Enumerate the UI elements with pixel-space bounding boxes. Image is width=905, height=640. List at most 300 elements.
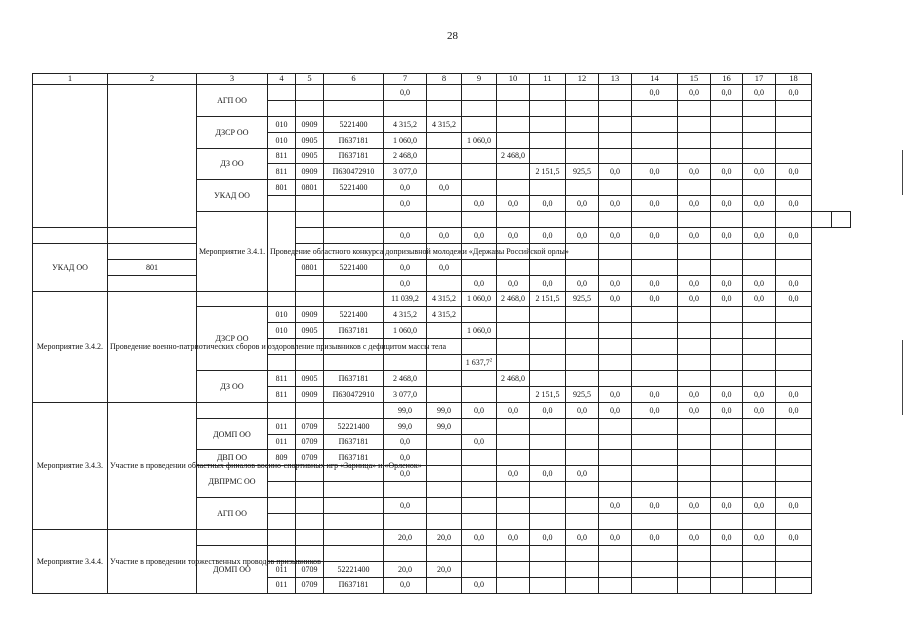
table-cell: [530, 498, 566, 514]
column-header: 6: [324, 74, 384, 85]
table-cell: [462, 85, 497, 101]
table-cell: [743, 243, 776, 259]
table-cell: 801: [268, 180, 296, 196]
table-cell: [711, 514, 743, 530]
table-cell: [530, 180, 566, 196]
table-cell: 0,0: [678, 164, 711, 180]
table-cell: [566, 85, 599, 101]
table-cell: 0,0: [530, 529, 566, 545]
table-cell: 2 151,5: [530, 291, 566, 307]
table-cell: [296, 355, 324, 371]
table-cell: 0801: [296, 180, 324, 196]
budget-table: [32, 73, 851, 594]
table-cell: [566, 561, 599, 577]
table-cell: [324, 482, 384, 498]
table-row: [33, 228, 851, 244]
table-cell: [678, 434, 711, 450]
table-cell: [599, 259, 632, 275]
table-cell: 0,0: [497, 402, 530, 418]
table-cell: 0,0: [497, 529, 530, 545]
table-cell: 0709: [296, 418, 324, 434]
table-cell: [497, 577, 530, 593]
table-cell: 0,0: [462, 196, 497, 212]
table-cell: [743, 482, 776, 498]
table-cell: [743, 307, 776, 323]
table-cell: 0,0: [743, 228, 776, 244]
table-cell: АГП ОО: [197, 498, 268, 530]
table-cell: Мероприятие 3.4.3.: [33, 402, 108, 529]
table-cell: [427, 275, 462, 291]
table-cell: [296, 514, 324, 530]
table-cell: 1 060,0: [462, 291, 497, 307]
table-cell: [776, 545, 812, 561]
table-cell: [776, 434, 812, 450]
table-cell: [324, 545, 384, 561]
table-cell: [530, 148, 566, 164]
header-row: [33, 74, 851, 85]
table-cell: [711, 545, 743, 561]
table-cell: [743, 514, 776, 530]
table-cell: 0,0: [497, 196, 530, 212]
table-cell: [678, 466, 711, 482]
table-cell: 0909: [296, 164, 324, 180]
table-cell: [632, 434, 678, 450]
table-cell: [776, 323, 812, 339]
table-cell: 0,0: [566, 196, 599, 212]
table-cell: 811: [268, 386, 296, 402]
table-cell: 0709: [296, 577, 324, 593]
table-cell: 0,0: [743, 85, 776, 101]
table-cell: 0,0: [678, 386, 711, 402]
table-cell: [743, 545, 776, 561]
table-cell: [776, 339, 812, 355]
table-cell: [678, 259, 711, 275]
column-header: 4: [268, 74, 296, 85]
table-cell: [776, 243, 812, 259]
table-cell: 0,0: [776, 291, 812, 307]
table-cell: 0801: [296, 259, 324, 275]
table-cell: 0909: [296, 386, 324, 402]
table-cell: Мероприятие 3.4.4.: [33, 529, 108, 593]
table-cell: [566, 100, 599, 116]
table-cell: 811: [268, 164, 296, 180]
table-cell: [711, 132, 743, 148]
table-cell: [462, 482, 497, 498]
table-cell: [296, 402, 324, 418]
table-cell: [530, 450, 566, 466]
table-cell: УКАД ОО: [33, 243, 108, 291]
table-cell: [324, 100, 384, 116]
table-cell: [384, 212, 427, 228]
table-cell: [324, 212, 384, 228]
table-cell: [678, 482, 711, 498]
table-cell: [427, 466, 462, 482]
table-cell: [530, 434, 566, 450]
table-cell: [33, 228, 108, 244]
table-cell: УКАД ОО: [197, 180, 268, 212]
table-cell: 0,0: [599, 498, 632, 514]
table-cell: [324, 498, 384, 514]
table-cell: [497, 100, 530, 116]
table-cell: [678, 116, 711, 132]
table-cell: [566, 545, 599, 561]
column-header: 3: [197, 74, 268, 85]
table-cell: [776, 371, 812, 387]
table-cell: [497, 180, 530, 196]
table-cell: 0,0: [711, 402, 743, 418]
table-cell: [566, 339, 599, 355]
table-cell: [427, 371, 462, 387]
table-cell: 0,0: [711, 85, 743, 101]
table-cell: [599, 180, 632, 196]
table-cell: [497, 355, 530, 371]
table-cell: [678, 180, 711, 196]
table-cell: [743, 148, 776, 164]
table-cell: ДВПРМС ОО: [197, 466, 268, 498]
table-cell: 0,0: [530, 466, 566, 482]
table-cell: [530, 339, 566, 355]
table-cell: [324, 514, 384, 530]
table-cell: [296, 275, 324, 291]
table-cell: 0,0: [384, 228, 427, 244]
table-cell: [776, 466, 812, 482]
table-cell: [497, 498, 530, 514]
table-cell: [678, 514, 711, 530]
table-cell: [497, 418, 530, 434]
table-cell: 0,0: [462, 402, 497, 418]
table-cell: 010: [268, 307, 296, 323]
column-header: 10: [497, 74, 530, 85]
table-cell: [599, 371, 632, 387]
table-cell: [530, 100, 566, 116]
table-cell: [566, 498, 599, 514]
table-cell: 0,0: [599, 228, 632, 244]
table-cell: 801: [108, 259, 197, 275]
table-cell: [33, 85, 108, 228]
table-cell: [296, 100, 324, 116]
table-cell: 0,0: [599, 275, 632, 291]
table-cell: 0,0: [384, 85, 427, 101]
table-cell: [462, 545, 497, 561]
table-cell: [530, 323, 566, 339]
table-cell: 0,0: [776, 275, 812, 291]
table-cell: 010: [268, 323, 296, 339]
table-cell: [497, 545, 530, 561]
table-cell: [632, 180, 678, 196]
table-cell: [384, 100, 427, 116]
table-cell: 0,0: [743, 498, 776, 514]
table-cell: 0,0: [776, 529, 812, 545]
table-cell: 0,0: [678, 529, 711, 545]
table-cell: [776, 116, 812, 132]
table-cell: [711, 323, 743, 339]
table-cell: [462, 466, 497, 482]
table-cell: [530, 482, 566, 498]
table-cell: 0909: [296, 307, 324, 323]
table-cell: [711, 466, 743, 482]
table-cell: [427, 482, 462, 498]
table-cell: [462, 100, 497, 116]
table-cell: [678, 212, 711, 228]
table-cell: 0,0: [566, 466, 599, 482]
table-cell: [427, 132, 462, 148]
table-cell: [599, 212, 632, 228]
table-cell: 99,0: [384, 402, 427, 418]
table-cell: [530, 132, 566, 148]
table-cell: 0,0: [776, 228, 812, 244]
table-cell: [324, 291, 384, 307]
table-cell: [566, 434, 599, 450]
table-cell: 0905: [296, 132, 324, 148]
table-cell: [776, 148, 812, 164]
table-cell: [462, 371, 497, 387]
table-cell: [599, 116, 632, 132]
table-cell: 0,0: [632, 291, 678, 307]
table-cell: 2 468,0: [384, 148, 427, 164]
table-cell: [678, 545, 711, 561]
table-cell: 0,0: [776, 85, 812, 101]
table-cell: [566, 116, 599, 132]
table-cell: [530, 418, 566, 434]
table-cell: [743, 561, 776, 577]
table-cell: [530, 212, 566, 228]
table-cell: [497, 386, 530, 402]
table-cell: [268, 196, 296, 212]
table-cell: [711, 116, 743, 132]
table-cell: [462, 418, 497, 434]
table-cell: [462, 561, 497, 577]
table-cell: 925,5: [566, 291, 599, 307]
table-cell: 0,0: [743, 164, 776, 180]
table-cell: 811: [268, 371, 296, 387]
table-cell: 0905: [296, 371, 324, 387]
column-header: 1: [33, 74, 108, 85]
table-cell: [427, 450, 462, 466]
table-cell: 0,0: [743, 529, 776, 545]
table-cell: [632, 212, 678, 228]
column-header: 7: [384, 74, 427, 85]
table-cell: [566, 180, 599, 196]
table-cell: [678, 418, 711, 434]
table-row: [33, 402, 851, 418]
table-cell: [711, 148, 743, 164]
table-cell: [296, 291, 324, 307]
table-cell: [462, 180, 497, 196]
table-cell: [566, 418, 599, 434]
table-cell: 20,0: [384, 529, 427, 545]
table-cell: 0,0: [632, 529, 678, 545]
table-cell: 0,0: [384, 450, 427, 466]
table-cell: П630472910: [324, 164, 384, 180]
table-cell: 0,0: [711, 275, 743, 291]
table-cell: 99,0: [427, 418, 462, 434]
table-cell: 1 060,0: [462, 323, 497, 339]
table-cell: [678, 371, 711, 387]
table-cell: 0,0: [678, 402, 711, 418]
table-cell: [632, 323, 678, 339]
table-cell: 4 315,2: [384, 307, 427, 323]
table-cell: [599, 545, 632, 561]
column-header: 5: [296, 74, 324, 85]
table-cell: [711, 243, 743, 259]
table-cell: ДОМП ОО: [197, 545, 268, 593]
table-cell: 011: [268, 434, 296, 450]
column-header: 14: [632, 74, 678, 85]
table-cell: 0,0: [566, 402, 599, 418]
table-cell: [678, 339, 711, 355]
table-cell: [776, 450, 812, 466]
table-cell: 0,0: [632, 275, 678, 291]
table-cell: ДЗ ОО: [197, 371, 268, 403]
table-cell: 4 315,2: [427, 116, 462, 132]
table-cell: [632, 243, 678, 259]
table-cell: [296, 498, 324, 514]
table-cell: 0,0: [530, 275, 566, 291]
table-cell: [711, 307, 743, 323]
table-cell: П637181: [324, 371, 384, 387]
table-cell: [427, 212, 462, 228]
table-cell: [497, 434, 530, 450]
table-cell: [776, 577, 812, 593]
table-cell: [776, 259, 812, 275]
table-cell: [427, 355, 462, 371]
table-cell: [497, 482, 530, 498]
table-cell: 0,0: [632, 498, 678, 514]
table-cell: 0,0: [530, 196, 566, 212]
table-cell: 0,0: [599, 164, 632, 180]
table-cell: [743, 259, 776, 275]
table-cell: [497, 85, 530, 101]
table-cell: [497, 132, 530, 148]
table-cell: 0,0: [711, 228, 743, 244]
table-cell: 0,0: [632, 85, 678, 101]
table-cell: [711, 450, 743, 466]
table-cell: [743, 577, 776, 593]
column-header: 2: [108, 74, 197, 85]
table-cell: 0,0: [678, 291, 711, 307]
table-cell: 0,0: [599, 402, 632, 418]
table-cell: [324, 85, 384, 101]
table-cell: [599, 482, 632, 498]
table-cell: [599, 323, 632, 339]
table-cell: 0,0: [711, 291, 743, 307]
table-cell: 0,0: [632, 164, 678, 180]
table-cell: [427, 100, 462, 116]
table-cell: [711, 339, 743, 355]
table-cell: [711, 418, 743, 434]
table-cell: 0,0: [462, 529, 497, 545]
table-cell: [497, 339, 530, 355]
table-cell: 0,0: [632, 228, 678, 244]
table-cell: 1 060,0: [462, 132, 497, 148]
table-cell: ДЗ ОО: [197, 148, 268, 180]
table-cell: [462, 164, 497, 180]
table-cell: [776, 418, 812, 434]
table-cell: 2 151,5: [530, 164, 566, 180]
table-cell: [743, 180, 776, 196]
table-cell: 0,0: [530, 228, 566, 244]
table-cell: 011: [268, 418, 296, 434]
table-cell: 0709: [296, 434, 324, 450]
table-cell: [678, 243, 711, 259]
table-cell: [776, 180, 812, 196]
table-cell: [462, 450, 497, 466]
table-cell: 0,0: [711, 196, 743, 212]
table-cell: 2 468,0: [497, 291, 530, 307]
table-cell: [427, 434, 462, 450]
table-cell: 3 077,0: [384, 164, 427, 180]
table-cell: [497, 323, 530, 339]
table-cell: [632, 466, 678, 482]
table-cell: [268, 482, 296, 498]
table-cell: [711, 355, 743, 371]
table-cell: 0,0: [599, 386, 632, 402]
table-cell: [743, 212, 776, 228]
table-cell: [599, 577, 632, 593]
table-cell: [776, 212, 812, 228]
table-cell: [776, 307, 812, 323]
table-cell: 811: [268, 148, 296, 164]
table-cell: [427, 514, 462, 530]
table-cell: 0,0: [427, 180, 462, 196]
table-cell: [599, 450, 632, 466]
table-cell: [678, 577, 711, 593]
table-cell: [599, 100, 632, 116]
table-cell: [462, 498, 497, 514]
table-cell: 0,0: [678, 498, 711, 514]
table-cell: [497, 307, 530, 323]
table-cell: [776, 355, 812, 371]
table-cell: 0,0: [776, 196, 812, 212]
table-cell: [427, 164, 462, 180]
table-cell: 1 060,0: [384, 132, 427, 148]
table-cell: [566, 482, 599, 498]
table-cell: 0,0: [566, 529, 599, 545]
table-cell: 0,0: [599, 529, 632, 545]
table-cell: [268, 355, 296, 371]
table-cell: [566, 212, 599, 228]
table-cell: [632, 482, 678, 498]
table-cell: [497, 212, 530, 228]
table-cell: 52221400: [324, 418, 384, 434]
table-cell: [776, 482, 812, 498]
table-cell: [599, 418, 632, 434]
table-cell: [566, 243, 599, 259]
table-cell: 0,0: [462, 577, 497, 593]
table-cell: [831, 212, 851, 228]
table-cell: П637181: [324, 450, 384, 466]
table-cell: [678, 561, 711, 577]
table-cell: [566, 132, 599, 148]
page-number: 28: [447, 30, 458, 42]
column-header: 8: [427, 74, 462, 85]
table-cell: 3 077,0: [384, 386, 427, 402]
table-cell: [268, 498, 296, 514]
table-cell: 0,0: [711, 529, 743, 545]
table-cell: [530, 259, 566, 275]
table-cell: [462, 307, 497, 323]
table-cell: [384, 514, 427, 530]
table-cell: [497, 561, 530, 577]
table-cell: [711, 482, 743, 498]
table-cell: [711, 577, 743, 593]
table-cell: 0,0: [384, 434, 427, 450]
table-cell: 011: [268, 561, 296, 577]
column-header: 15: [678, 74, 711, 85]
table-cell: [566, 514, 599, 530]
table-cell: [384, 355, 427, 371]
table-cell: [599, 132, 632, 148]
